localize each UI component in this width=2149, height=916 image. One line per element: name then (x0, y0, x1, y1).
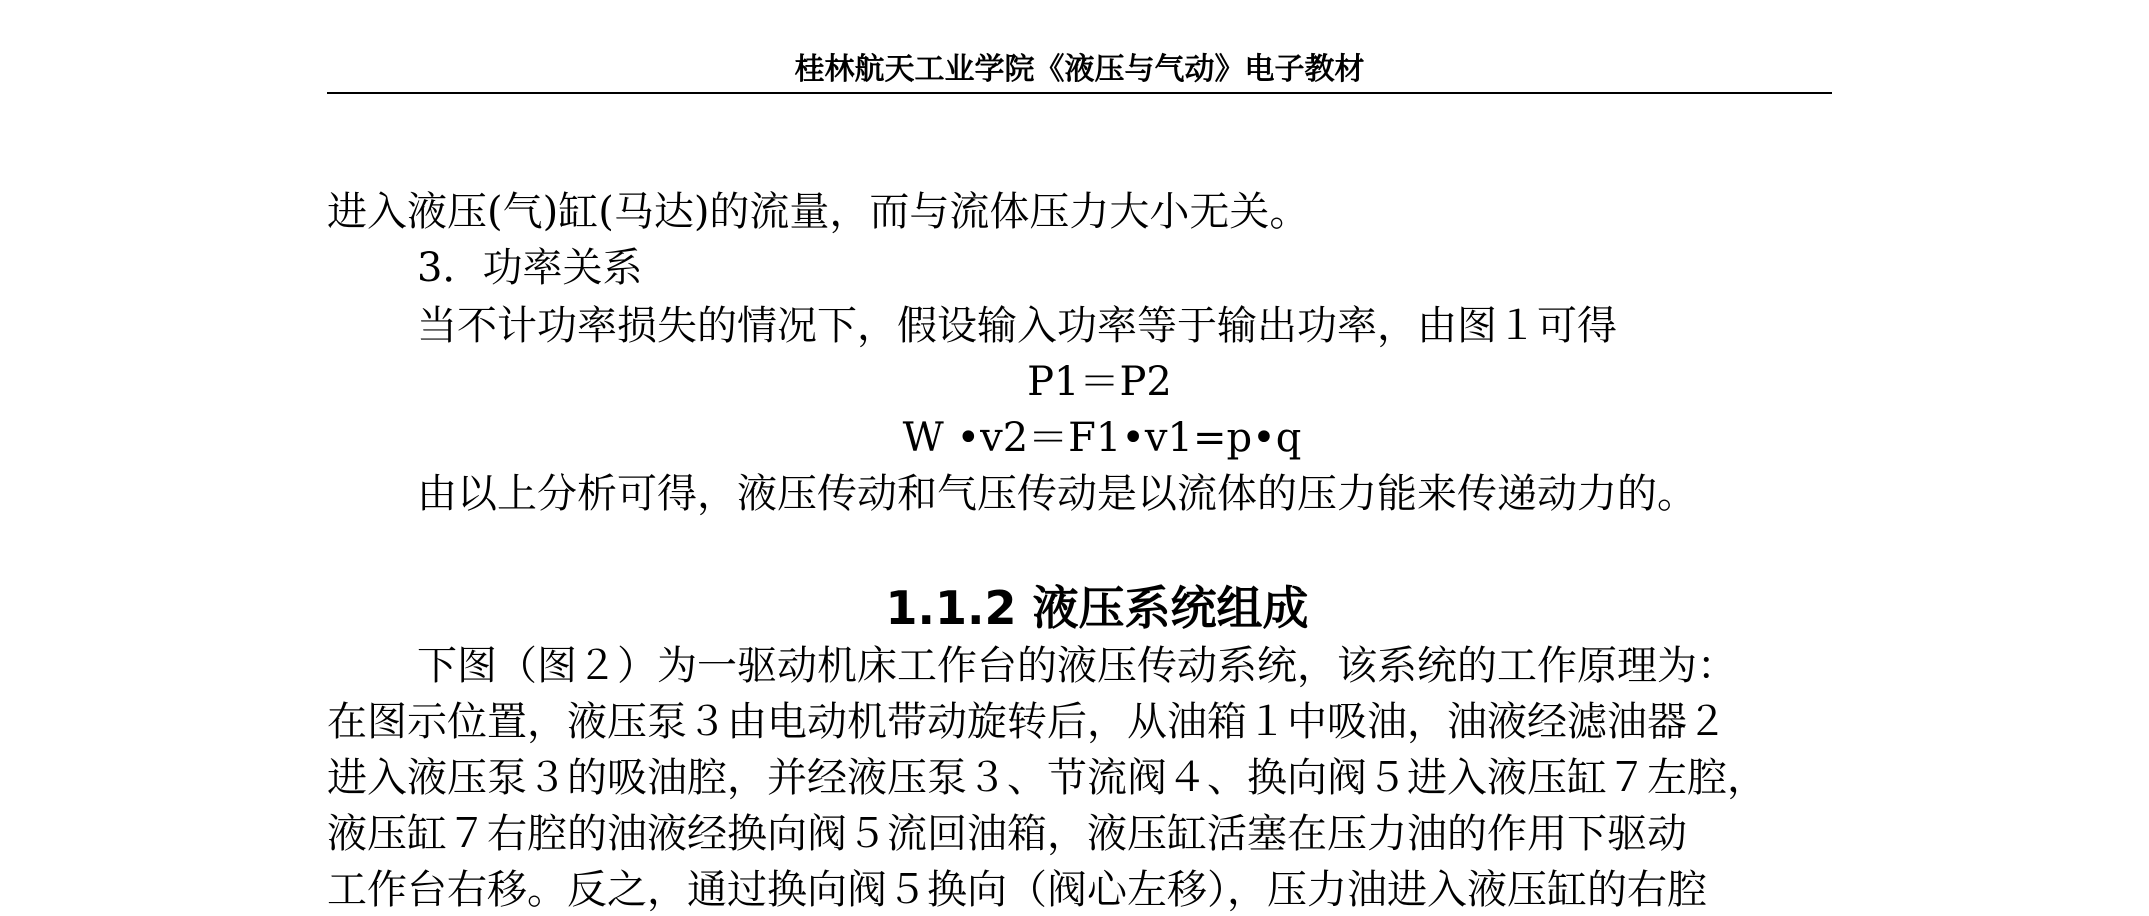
running-header: 桂林航天工业学院《液压与气动》电子教材 (794, 52, 1365, 87)
paragraph-line: 液压缸７右腔的油液经换向阀５流回油箱，液压缸活塞在压力油的作用下驱动 (327, 811, 1687, 857)
section-heading: 1.1.2 液压系统组成 (885, 581, 1309, 635)
paragraph-line: 下图（图２）为一驱动机床工作台的液压传动系统，该系统的工作原理为： (417, 643, 1737, 689)
body-line: 由以上分析可得，液压传动和气压传动是以流体的压力能来传递动力的。 (417, 471, 1697, 517)
body-line: 当不计功率损失的情况下，假设输入功率等于输出功率，由图１可得 (417, 303, 1617, 349)
paragraph-line: 在图示位置，液压泵３由电动机带动旋转后，从油箱１中吸油，油液经滤油器２ (327, 699, 1727, 745)
paragraph-line: 工作台右移。反之，通过换向阀５换向（阀心左移），压力油进入液压缸的右腔 (327, 867, 1707, 913)
equation: P1＝P2 (1027, 359, 1172, 405)
paragraph-line: 进入液压泵３的吸油腔，并经液压泵３、节流阀４、换向阀５进入液压缸７左腔， (327, 755, 1767, 801)
equation: W •v2＝F1•v1=p•q (902, 415, 1302, 461)
header-rule (327, 92, 1832, 94)
body-line: 进入液压(气)缸(马达)的流量，而与流体压力大小无关。 (327, 189, 1310, 235)
subsection-title: 3．功率关系 (417, 245, 643, 291)
